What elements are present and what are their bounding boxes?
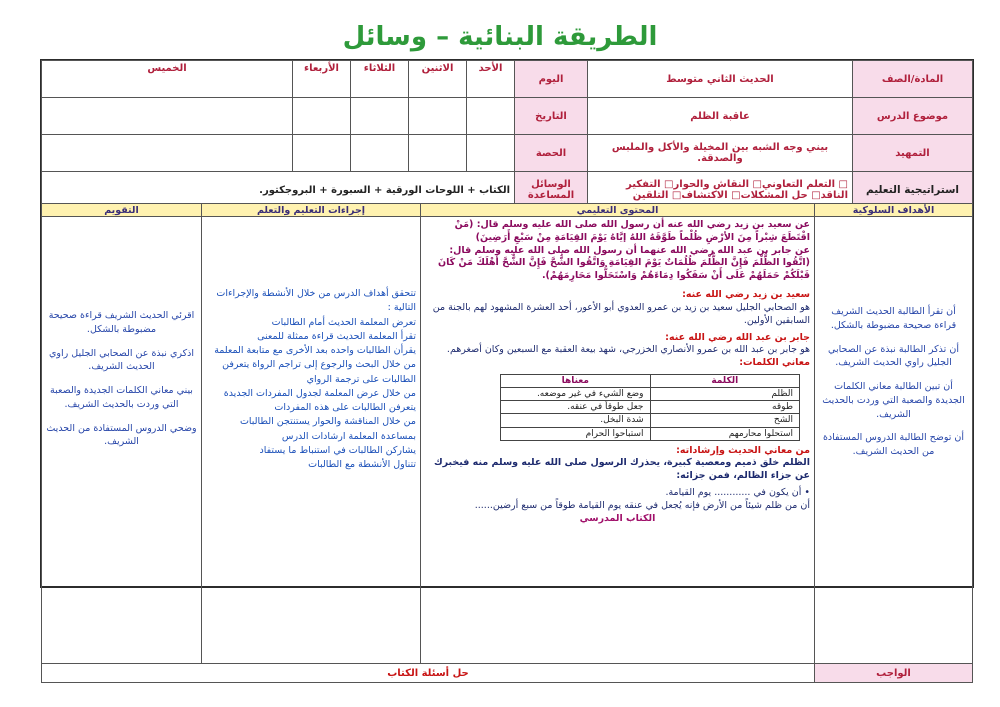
page-title: الطريقة البنائية – وسائل xyxy=(342,22,658,52)
homework-label: الواجب xyxy=(815,664,973,683)
textbook-reference: الكتاب المدرسي xyxy=(579,512,656,524)
procedure-item: تعرض المعلمة الحديث أمام الطالبات xyxy=(271,316,416,328)
date-cell xyxy=(467,98,515,135)
vocab-header-meaning: معناها xyxy=(501,374,651,387)
procedure-item: من خلال المناقشة والحوار يستنتجن الطالبات بمساعدة المعلمة ارشادات الدرس xyxy=(239,416,416,442)
procedures-cell xyxy=(202,217,421,664)
objectives-cell xyxy=(815,217,973,664)
intro-label: التمهيد xyxy=(853,135,973,172)
narrator-1-text: هو الصحابي الجليل سعيد بن زيد بن عمرو العدوي أبو الأعور، أحد العشرة المشهود لهم بالجنة من السابقين الأولين. xyxy=(432,301,810,326)
day-wednesday: الأربعاء xyxy=(293,61,351,98)
hadith-1: عن سعيد بن زيد رضي الله عنه أن رسول الله صلى الله عليه وسلم قال: (مَنْ اقْتَطَعَ شِبْراً مِنَ الأرْضِ ظُلْماً طَوَّقَهُ اللهُ إيَّاهُ يَوْمَ القِيَامَةِ مِنْ سَبْعِ أَرَضِينَ) xyxy=(454,219,810,243)
lesson-info-table xyxy=(41,60,973,209)
vocab-meaning: شدة البخل. xyxy=(501,414,651,427)
vocab-word: استحلوا محارمهم xyxy=(650,427,800,440)
day-thursday: الخميس xyxy=(42,61,293,98)
evaluation-header: التقويم xyxy=(42,204,202,217)
aids-value: الكتاب + اللوحات الورقية + السبورة + البروجكتور. xyxy=(42,172,515,209)
subject-value: الحديث الثاني متوسط xyxy=(588,61,853,98)
date-cell xyxy=(409,98,467,135)
objective-item: أن تبين الطالبة معاني الكلمات الجديدة والصعبة التي وردت بالحديث الشريف. xyxy=(822,381,965,420)
day-tuesday: الثلاثاء xyxy=(351,61,409,98)
lesson-body-table xyxy=(41,203,973,683)
vocab-word: الشح xyxy=(650,414,800,427)
subject-label: المادة/الصف xyxy=(853,61,973,98)
vocab-meaning: وضع الشيء في غير موضعه. xyxy=(501,388,651,401)
vocab-word: طوقه xyxy=(650,401,800,414)
procedure-item: من خلال البحث والرجوع إلى تراجم الرواة يتعرفن الطالبات على ترجمة الرواي xyxy=(222,359,416,385)
topic-value: عاقبة الظلم xyxy=(588,98,853,135)
vocab-meaning: استباحوا الحرام xyxy=(501,427,651,440)
period-cell xyxy=(293,135,351,172)
procedure-item: يشاركن الطالبات في استنباط ما يستفاد xyxy=(259,444,416,456)
bullet-dot-icon: • xyxy=(801,487,810,499)
strategy-label: استراتيجية التعليم xyxy=(853,172,973,209)
narrator-2-text: هو جابر بن عبد الله بن عمرو الأنصاري الخزرجي، شهد بيعة العقبة مع السبعين وكان أصغرهم. xyxy=(446,344,810,356)
lesson-bullet-text: أن يكون في ............ يوم القيامة. xyxy=(665,487,802,499)
objectives-header: الأهداف السلوكية xyxy=(815,204,973,217)
day-sunday: الأحد xyxy=(467,61,515,98)
period-cell xyxy=(351,135,409,172)
aids-label: الوسائل المساعدة xyxy=(515,172,588,209)
content-header: المحتوى التعليمي xyxy=(421,204,815,217)
procedure-item: تتناول الأنشطة مع الطالبات xyxy=(308,459,416,470)
day-label: اليوم xyxy=(515,61,588,98)
lessons-heading: من معاني الحديث وإرشاداته: xyxy=(676,444,810,456)
topic-label: موضوع الدرس xyxy=(853,98,973,135)
period-label: الحصة xyxy=(515,135,588,172)
procedures-header: إجراءات التعليم والتعلم xyxy=(202,204,421,217)
evaluation-item: وضحي الدروس المستفادة من الحديث الشريف. xyxy=(46,422,197,448)
intro-value: بيني وجه الشبه بين المخيلة والأكل والملبس والصدقة. xyxy=(588,135,853,172)
period-cell xyxy=(42,135,293,172)
vocab-header-word: الكلمة xyxy=(650,374,800,387)
narrator-1-heading: سعيد بن زيد رضي الله عنه: xyxy=(682,289,810,301)
evaluation-item: اقرئي الحديث الشريف قراءة صحيحة مضبوطة بالشكل. xyxy=(48,310,195,335)
strategy-value: □ التعلم التعاوني□ النقاش والحوار□ التفكير الناقد□ حل المشكلات□ الاكتشاف□ التلقين xyxy=(588,172,853,209)
words-heading: معاني الكلمات: xyxy=(739,357,810,369)
vocabulary-table xyxy=(500,374,800,441)
date-label: التاريخ xyxy=(515,98,588,135)
vocab-meaning: جعل طوقاً في عنقه. xyxy=(501,401,651,414)
evaluation-cell xyxy=(42,217,202,664)
evaluation-item: اذكري نبذة عن الصحابي الجليل راوي الحديث الشريف. xyxy=(48,347,195,373)
procedure-item: من خلال عرض المعلمة لجدول المفردات الجديدة يتعرفن الطالبات على هذه المفردات xyxy=(223,387,416,413)
hadith-2: عن جابر بن عبد الله رضي الله عنهما أن رسول الله صلى الله عليه وسلم قال: (اتَّقُوا الظُّلْمَ فَإِنَّ الظُّلْمَ ظُلُمَاتٌ يَوْمَ القِيَامَةِ وَاتَّقُوا الشُّحَّ فَإِنَّ الشُّحَّ أَهْلَكَ مَنْ كَانَ قَبْلَكُمْ حَمَلَهُمْ عَلَى أَنْ سَفَكُوا دِمَاءَهُمْ وَاسْتَحَلُّوا مَحَارِمَهُمْ). xyxy=(437,244,810,282)
day-monday: الاثنين xyxy=(409,61,467,98)
lesson-bullet xyxy=(425,487,810,500)
objective-item: أن تذكر الطالبة نبذة عن الصحابي الجليل راوي الحديث الشريف. xyxy=(828,343,959,369)
period-cell xyxy=(409,135,467,172)
homework-value: حل أسئلة الكتاب xyxy=(42,664,815,683)
narrator-2-heading: جابر بن عبد الله رضي الله عنه: xyxy=(665,331,810,343)
procedure-item: يقرأن الطالبات واحده بعد الأخرى مع متابعة المعلمة xyxy=(214,345,416,356)
period-cell xyxy=(467,135,515,172)
content-cell xyxy=(421,217,815,664)
lessons-text: الظلم خلق ذميم ومعصية كبيرة، يحذرك الرسول صلى الله عليه وسلم منه فيخبرك عن جزاء الظالم، فمن جزائه: xyxy=(433,457,810,482)
date-cell xyxy=(351,98,409,135)
lesson-2-text: أن من ظلم شيئاً من الأرض فإنه يُجعل في عنقه يوم القيامة طوقاً من سبع أرضين...... xyxy=(474,499,810,511)
procedure-item: تقرأ المعلمة الحديث قراءة ممثلة للمعنى xyxy=(257,330,416,342)
date-cell xyxy=(42,98,293,135)
objective-item: أن توضح الطالبة الدروس المستفادة من الحديث الشريف. xyxy=(822,432,965,458)
vocab-word: الظلم xyxy=(650,388,800,401)
objective-item: أن تقرأ الطالبة الحديث الشريف قراءة صحيحة مضبوطة بالشكل. xyxy=(830,306,957,331)
procedure-item: تتحقق أهداف الدرس من خلال الأنشطة والإجراءات التالية : xyxy=(216,288,416,314)
date-cell xyxy=(293,98,351,135)
evaluation-item: بيني معاني الكلمات الجديدة والصعبة التي وردت بالحديث الشريف. xyxy=(50,385,193,410)
